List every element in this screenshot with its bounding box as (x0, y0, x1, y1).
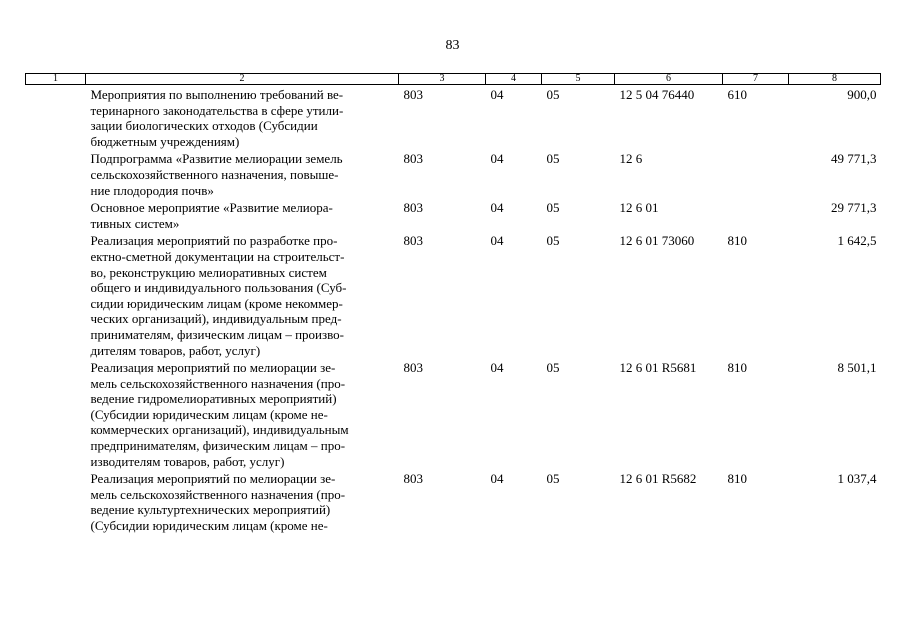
target-article-cell: 12 6 01 (619, 200, 659, 216)
target-article-cell: 12 6 (619, 151, 643, 167)
ministry-code-cell: 803 (403, 151, 423, 167)
ministry-code-cell: 803 (403, 233, 423, 249)
expense-name-line: общего и индивидуального пользования (Суб- (90, 280, 347, 296)
amount-cell: 8 501,1 (837, 360, 877, 376)
target-article-cell: 12 6 01 73060 (619, 233, 695, 249)
row-index-cell (26, 149, 86, 198)
expense-name-line: ние плодородия почв» (90, 182, 214, 198)
header-col-5: 5 (542, 74, 615, 85)
subsection-code-cell: 05 (546, 233, 560, 249)
expense-name-line: теринарного законодательства в сфере утили- (90, 102, 344, 118)
header-col-3: 3 (399, 74, 486, 85)
expense-name-line: ектно-сметной документации на строительст- (90, 248, 345, 264)
expense-name-line: во, реконструкцию мелиоративных систем (90, 264, 327, 280)
expense-name-line: Реализация мероприятий по мелиорации зе- (90, 360, 336, 376)
expense-name-cell (86, 149, 399, 198)
ministry-code-cell: 803 (403, 360, 423, 376)
expense-name-line: Подпрограмма «Развитие мелиорации земель (90, 151, 343, 167)
expense-name-line: ческих организаций), индивидуальным пред- (90, 311, 342, 327)
header-col-4: 4 (486, 74, 542, 85)
table-body (26, 85, 881, 534)
expense-name-line: сельскохозяйственного назначения, повыше- (90, 166, 339, 182)
header-col-7: 7 (723, 74, 789, 85)
target-article-cell: 12 5 04 76440 (619, 87, 695, 102)
ministry-code-cell: 803 (403, 471, 423, 487)
page-number: 83 (445, 38, 460, 53)
table-row (26, 85, 881, 150)
expense-name-line: Реализация мероприятий по разработке про- (90, 233, 338, 249)
expense-name-cell (86, 198, 399, 231)
table-row (26, 198, 881, 231)
expense-type-cell: 810 (727, 233, 747, 249)
amount-cell: 900,0 (847, 87, 877, 102)
row-index-cell (26, 231, 86, 358)
table-row (26, 469, 881, 533)
section-code-cell: 04 (490, 87, 504, 102)
ministry-code-cell: 803 (403, 200, 423, 216)
header-col-1: 1 (26, 74, 86, 85)
header-col-6: 6 (615, 74, 723, 85)
expense-name-line: Реализация мероприятий по мелиорации зе- (90, 471, 336, 487)
amount-cell: 1 642,5 (837, 233, 877, 249)
ministry-code-cell: 803 (403, 87, 423, 102)
subsection-code-cell: 05 (546, 360, 560, 376)
expense-name-line: сидии юридическим лицам (кроме некоммер- (90, 295, 343, 311)
expense-name-line: предпринимателям, физическим лицам – про- (90, 438, 346, 454)
section-code-cell: 04 (490, 200, 504, 216)
header-col-2: 2 (86, 74, 399, 85)
subsection-code-cell: 05 (546, 151, 560, 167)
expense-type-cell (723, 149, 789, 198)
expense-name-line: мель сельскохозяйственного назначения (про- (90, 375, 346, 391)
expense-name-line: ведение гидромелиоративных мероприятий) (90, 391, 337, 407)
expense-name-line: Основное мероприятие «Развитие мелиора- (90, 200, 333, 216)
expense-name-line: Мероприятия по выполнению требований ве- (90, 87, 344, 102)
subsection-code-cell: 05 (546, 87, 560, 102)
expense-name-cell (86, 85, 399, 150)
expense-type-cell: 810 (727, 471, 747, 487)
expense-type-cell: 610 (727, 87, 747, 102)
header-col-8: 8 (789, 74, 881, 85)
target-article-cell: 12 6 01 R5681 (619, 360, 697, 376)
expense-type-cell (723, 198, 789, 231)
budget-table (25, 73, 881, 534)
expense-name-line: принимателям, физическим лицам – произво- (90, 326, 344, 342)
row-index-cell (26, 358, 86, 469)
expense-name-cell (86, 469, 399, 533)
section-code-cell: 04 (490, 233, 504, 249)
expense-type-cell: 810 (727, 360, 747, 376)
expense-name-line: дителям товаров, работ, услуг) (90, 342, 261, 358)
table-row (26, 149, 881, 198)
table-row (26, 231, 881, 358)
amount-cell: 29 771,3 (831, 200, 877, 216)
header-row (26, 74, 881, 85)
amount-cell: 49 771,3 (831, 151, 877, 167)
expense-name-line: (Субсидии юридическим лицам (кроме не- (90, 406, 328, 422)
subsection-code-cell: 05 (546, 200, 560, 216)
expense-name-line: коммерческих организаций), индивидуальным (90, 422, 349, 438)
amount-cell: 1 037,4 (837, 471, 877, 487)
section-code-cell: 04 (490, 360, 504, 376)
row-index-cell (26, 85, 86, 150)
expense-name-line: бюджетным учреждениям) (90, 133, 240, 149)
expense-name-line: мель сельскохозяйственного назначения (про- (90, 486, 346, 502)
expense-name-line: зации биологических отходов (Субсидии (90, 118, 318, 134)
expense-name-line: (Субсидии юридическим лицам (кроме не- (90, 518, 328, 534)
row-index-cell (26, 198, 86, 231)
section-code-cell: 04 (490, 151, 504, 167)
expense-name-cell (86, 358, 399, 469)
table-row (26, 358, 881, 469)
expense-name-line: тивных систем» (90, 215, 180, 231)
section-code-cell: 04 (490, 471, 504, 487)
target-article-cell: 12 6 01 R5682 (619, 471, 697, 487)
row-index-cell (26, 469, 86, 533)
expense-name-line: ведение культуртехнических мероприятий) (90, 502, 331, 518)
expense-name-line: изводителям товаров, работ, услуг) (90, 453, 285, 469)
expense-name-cell (86, 231, 399, 358)
table-header (26, 74, 881, 85)
subsection-code-cell: 05 (546, 471, 560, 487)
